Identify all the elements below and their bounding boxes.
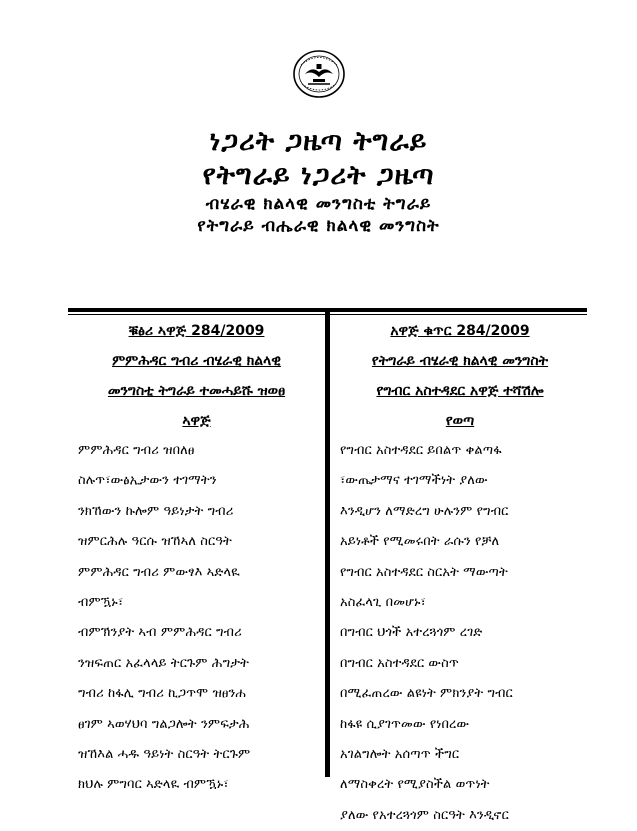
text-line: ዝኸእል ሓዱ ዓይነት ስርዓት ትርጉም: [78, 747, 251, 763]
proclamation-title-line: የትግራይ ብሄራዊ ክልላዊ መንግስት: [371, 353, 549, 369]
text-line: አይነቶች የሚመሩበት ራሱን የቻለ: [340, 534, 500, 550]
text-line: አገልግሎት አሰጣጥ ችግር: [340, 747, 460, 763]
text-line: በግብር ህጎች አተረጓጎም ረገድ: [340, 625, 483, 641]
right-column: [340, 316, 580, 831]
proclamation-number: አዋጅ ቁጥር 284/2009: [390, 323, 530, 339]
text-line: እንዲሆን ለማድረግ ሁሉንም የግብር: [340, 503, 509, 519]
text-line: ግብሪ ከፋሊ ግብሪ ኪጋጥሞ ዝፀንሐ: [78, 686, 246, 702]
proclamation-number: ቑፅሪ ኣዋጅ 284/2009: [128, 323, 265, 339]
text-line: የግብር አስተዳደር ስርአት ማውጣት: [340, 564, 508, 580]
proclamation-title-line: የወጣ: [445, 413, 475, 429]
emblem-icon: [292, 48, 346, 100]
gazette-title-tigrinya: ነጋሪት ጋዜጣ ትግራይ: [209, 126, 428, 157]
text-line: ለማስቀረት የሚያስችል ወጥነት: [340, 777, 490, 793]
text-line: ያለው የአተረጓጎም ስርዓት እንዲኖር: [340, 807, 509, 823]
gazette-title-amharic: የትግራይ ነጋሪት ጋዜጣ: [202, 160, 435, 191]
text-line: ፣ውጤታማና ተገማችነት ያለው: [340, 473, 488, 489]
left-column: [78, 316, 315, 801]
text-line: ከፋዩ ሲያገጥመው የነበረው: [340, 716, 470, 732]
text-line: ስሉጥ፣ውፅኢታውን ተገማትን: [78, 473, 217, 489]
text-line: ብምኽንያት ኣብ ምምሕዳር ግብሪ: [78, 625, 242, 641]
preamble-text: [78, 436, 315, 801]
region-name-tigrinya: ብሄራዊ ክልላዊ መንግስቲ ትግራይ: [205, 194, 432, 214]
proclamation-title-line: መንግስቲ ትግራይ ተመሓይሹ ዝወፀ: [107, 383, 286, 399]
proclamation-title-line: ኣዋጅ: [182, 413, 211, 429]
text-line: አስፈላጊ በመሆኑ፣: [340, 595, 426, 611]
text-line: ምምሕዳር ግብሪ ምውፃእ ኣድላዪ: [78, 564, 240, 580]
text-line: ንክኸውን ኩሎም ዓይነታት ግብሪ: [78, 503, 234, 519]
text-line: ብምዃኑ፣: [78, 595, 124, 611]
proclamation-title-line: ምምሕዳር ግብሪ ብሄራዊ ክልላዊ: [112, 353, 281, 369]
proclamation-title-line: የግብር አስተዳደር አዋጅ ተሻሽሎ: [376, 383, 544, 399]
column-divider: [325, 312, 330, 777]
region-name-amharic: የትግራይ ብሔራዊ ክልላዊ መንግስት: [197, 216, 440, 236]
text-line: የግብር አስተዳደር ይበልጥ ቀልጣፋ: [340, 443, 502, 458]
text-line: ፀገም ኣወሃህባ ግልጋሎት ንምፍታሕ: [78, 716, 250, 732]
text-line: ንዝፍጠር አፈላላይ ትርጉም ሕግታት: [78, 655, 249, 671]
preamble-text: [340, 436, 580, 831]
text-line: በግብር አስተዳደር ውስጥ: [340, 655, 459, 671]
text-line: ክህሉ ምግባር ኣድላዪ ብምዃኑ፣: [78, 777, 229, 793]
text-line: ዝምርሕሉ ዓርሱ ዝኸኣለ ስርዓት: [78, 534, 232, 550]
text-line: በሚፈጠረው ልዩነት ምክንያት ግብር: [340, 686, 513, 702]
text-line: ምምሕዳር ግብሪ ዝበለፀ: [78, 443, 195, 458]
